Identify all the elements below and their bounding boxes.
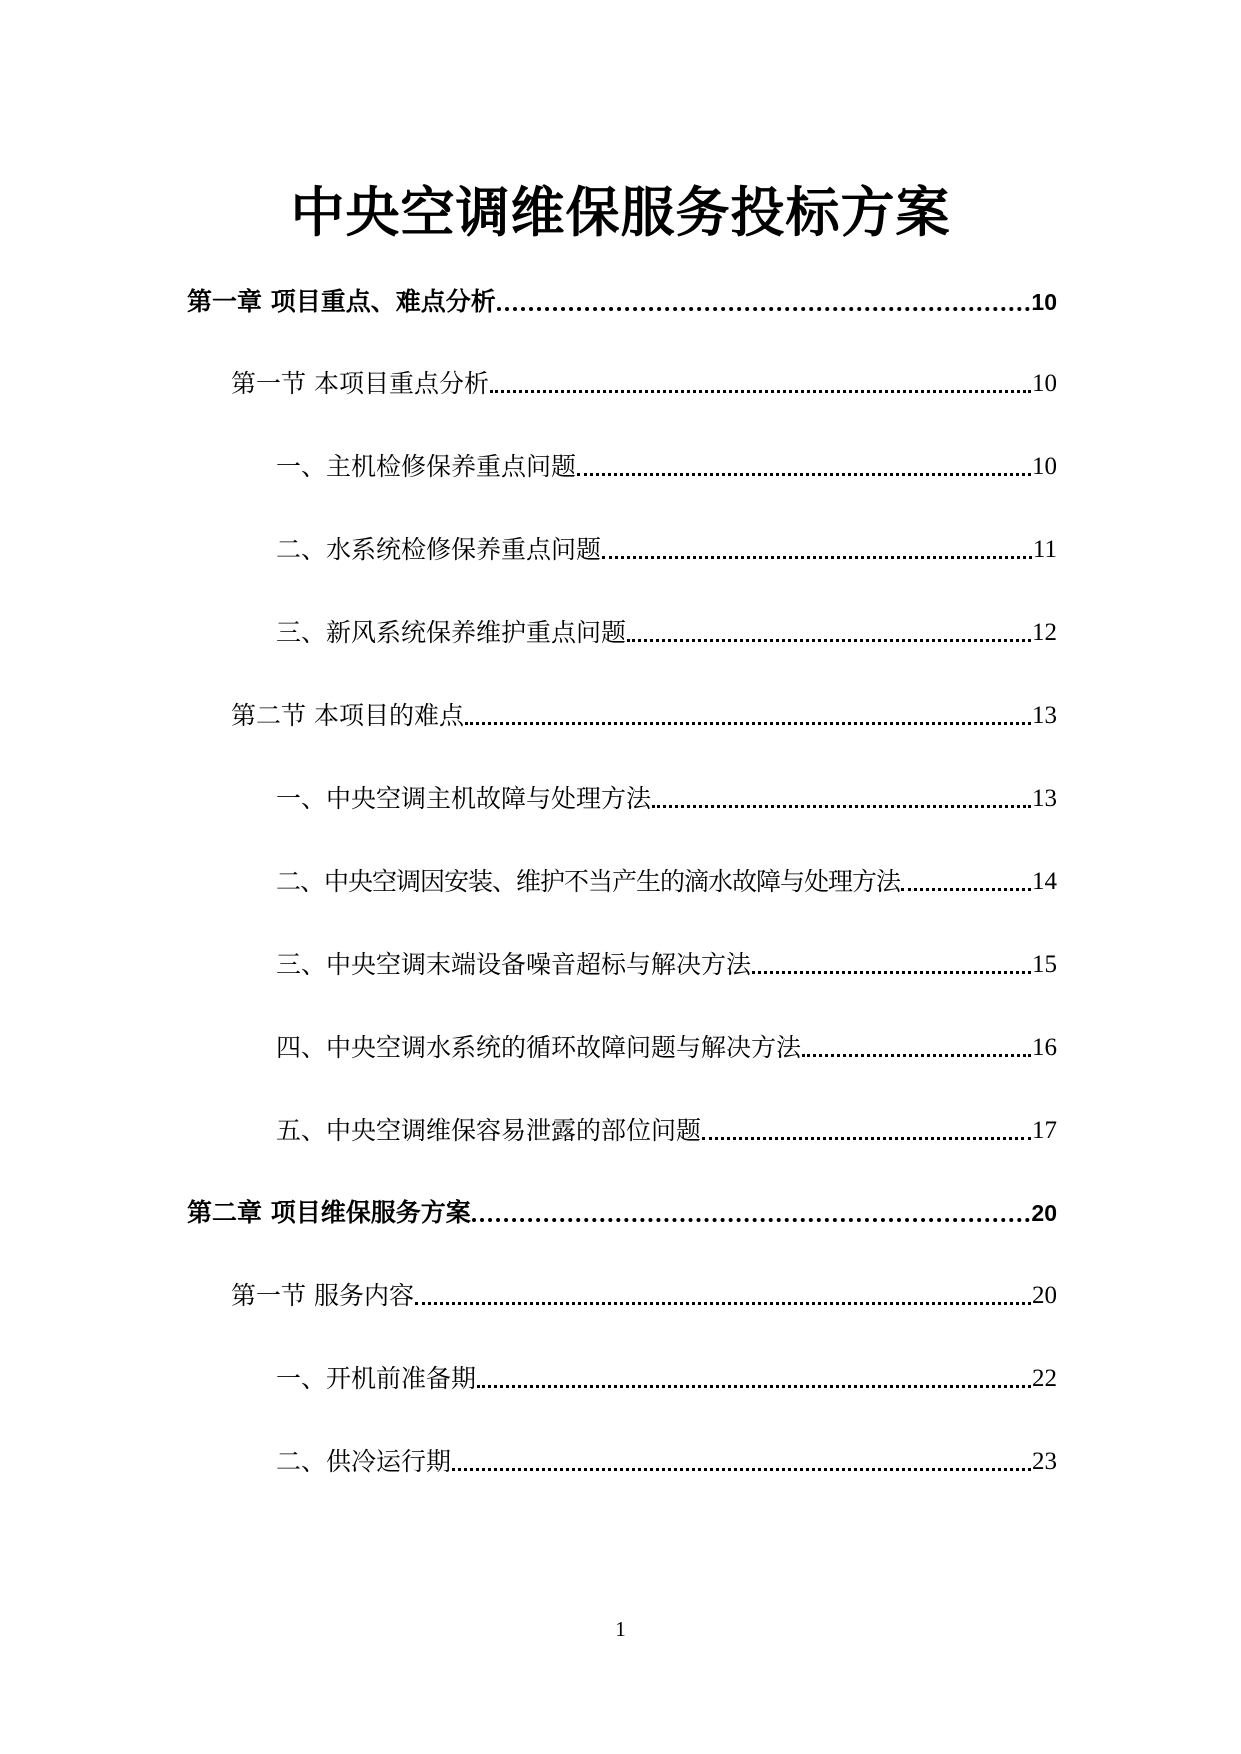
- toc-entry-page: 13: [1032, 785, 1057, 812]
- toc-entry[interactable]: [276, 1357, 1057, 1397]
- toc-dot-leader: [752, 967, 1031, 974]
- toc-entry-title: 一、开机前准备期: [276, 1364, 477, 1393]
- toc-dot-leader: [652, 801, 1031, 808]
- toc-dot-leader: [627, 635, 1031, 642]
- toc-entry[interactable]: [276, 1440, 1057, 1480]
- toc-entry[interactable]: [276, 445, 1057, 485]
- toc-dot-leader: [452, 1464, 1031, 1471]
- toc-dot-leader: [901, 884, 1031, 891]
- toc-entry-page: 23: [1032, 1448, 1057, 1475]
- toc-dot-leader: [802, 1050, 1031, 1057]
- toc-entry-title: 二、供冷运行期: [276, 1447, 452, 1476]
- toc-entry-page: 16: [1032, 1034, 1057, 1061]
- toc-entry-title: 二、水系统检修保养重点问题: [276, 535, 602, 564]
- toc-entry[interactable]: [187, 280, 1057, 320]
- toc-entry-title: 第一节 服务内容: [231, 1281, 414, 1310]
- toc-entry-page: 20: [1032, 1282, 1057, 1309]
- toc-dot-leader: [490, 386, 1031, 393]
- toc-entry-title: 第一节 本项目重点分析: [231, 369, 489, 398]
- toc-entry[interactable]: [231, 362, 1057, 402]
- toc-entry-title: 三、中央空调末端设备噪音超标与解决方法: [276, 950, 752, 979]
- toc-entry-page: 15: [1032, 951, 1057, 978]
- toc-entry-page: 13: [1032, 702, 1057, 729]
- toc-entry-page: 12: [1032, 619, 1057, 646]
- toc-entry[interactable]: [187, 1191, 1057, 1231]
- toc-entry-title: 第二章 项目维保服务方案: [187, 1198, 471, 1227]
- toc-entry-page: 17: [1032, 1117, 1057, 1144]
- toc-dot-leader: [472, 1214, 1031, 1222]
- toc-entry-page: 22: [1032, 1365, 1057, 1392]
- page-number: 1: [615, 1617, 626, 1641]
- toc-entry[interactable]: [231, 694, 1057, 734]
- toc-entry-title: 二、中央空调因安装、维护不当产生的滴水故障与处理方法: [276, 867, 901, 896]
- toc-entry-page: 10: [1031, 289, 1057, 315]
- toc-entry-title: 三、新风系统保养维护重点问题: [276, 618, 627, 647]
- toc-entry-page: 14: [1032, 868, 1057, 895]
- toc-dot-leader: [465, 718, 1031, 725]
- toc-dot-leader: [415, 1298, 1031, 1305]
- toc-dot-leader: [497, 303, 1031, 311]
- toc-dot-leader: [577, 469, 1031, 476]
- toc-entry-title: 四、中央空调水系统的循环故障问题与解决方法: [276, 1033, 802, 1062]
- toc-dot-leader: [602, 552, 1032, 559]
- toc-entry-title: 一、主机检修保养重点问题: [276, 452, 577, 481]
- toc-entry-page: 10: [1032, 370, 1057, 397]
- toc-entry[interactable]: [276, 528, 1057, 568]
- toc-entry-title: 五、中央空调维保容易泄露的部位问题: [276, 1116, 702, 1145]
- toc-entry-page: 20: [1031, 1200, 1057, 1226]
- toc-entry-title: 一、中央空调主机故障与处理方法: [276, 784, 652, 813]
- toc-dot-leader: [477, 1381, 1031, 1388]
- toc-entry[interactable]: [276, 943, 1057, 983]
- document-title: 中央空调维保服务投标方案: [290, 181, 951, 244]
- toc-entry-page: 10: [1032, 453, 1057, 480]
- toc-dot-leader: [702, 1133, 1031, 1140]
- toc-entry-page: 11: [1032, 536, 1057, 563]
- toc-entry[interactable]: [276, 1026, 1057, 1066]
- toc-entry[interactable]: [276, 777, 1057, 817]
- toc-entry[interactable]: [276, 860, 1057, 900]
- toc-entry-title: 第一章 项目重点、难点分析: [187, 287, 496, 316]
- toc-entry[interactable]: [276, 611, 1057, 651]
- toc-entry[interactable]: [231, 1274, 1057, 1314]
- toc-entry[interactable]: [276, 1109, 1057, 1149]
- toc-entry-title: 第二节 本项目的难点: [231, 701, 464, 730]
